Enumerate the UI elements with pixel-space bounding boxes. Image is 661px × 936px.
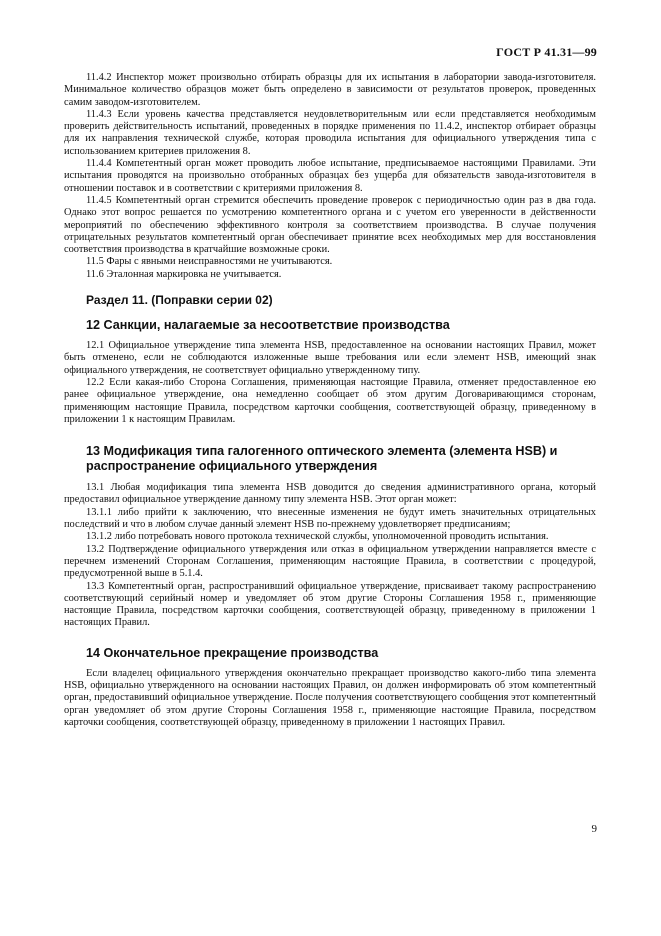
paragraph-13-2: 13.2 Подтверждение официального утверждения или отказ в официальном утверждении направляется вместе с перечнем изменений Сторонам Соглашения, применяющим настоящие Правила, в соответствии с процедурой, предусмотренной выше в 5.1.4. — [64, 543, 596, 580]
paragraph-11-6: 11.6 Эталонная маркировка не учитывается. — [86, 268, 282, 280]
section-14-heading: 14 Окончательное прекращение производства — [86, 645, 379, 660]
paragraph-13-1-1: 13.1.1 либо прийти к заключению, что внесенные изменения не будут иметь значительных отрицательных последствий и что в любом случае данный элемент HSB по-прежнему удовлетворяет предписаниям; — [64, 506, 596, 531]
paragraph-11-5: 11.5 Фары с явными неисправностями не учитываются. — [86, 256, 333, 268]
paragraph-14: Если владелец официального утверждения окончательно прекращает производство какого-либо типа элемента HSB, официально утвержденного на основании настоящих Правил, он должен информировать об этом компетентный орган, предоставивший официальное утверждение. После получения соответствующего сообщения этот компетентный орган уведомляет об этом другие Стороны Соглашения 1958 г., применяющие настоящие Правила, посредством карточки сообщения, соответствующей образцу, приведенному в приложении 1 настоящих Правил. — [64, 667, 596, 728]
paragraph-13-1: 13.1 Любая модификация типа элемента HSB доводится до сведения административного органа, который предоставил официальное утверждение данному типу элемента HSB. Этот орган может: — [64, 482, 596, 506]
section-12-heading: 12 Санкции, налагаемые за несоответствие производства — [86, 318, 450, 333]
paragraph-11-4-3: 11.4.3 Если уровень качества представляется неудовлетворительным или если представляется необходимым проверить действительность испытаний, проведенных в порядке применения по 11.4.2, инспектор отбирает образцы для их направления технической службе, которая проводила испытания для официального утверждения типа с использованием критериев приложения 8. — [64, 108, 596, 157]
section-11-amendments-heading: Раздел 11. (Поправки серии 02) — [86, 293, 273, 308]
paragraph-13-1-2: 13.1.2 либо потребовать нового протокола технической службы, уполномоченной проводить испытания. — [86, 531, 549, 543]
paragraph-11-4-2: 11.4.2 Инспектор может произвольно отбирать образцы для их испытания в лаборатории завода-изготовителя. Минимальное количество образцов может быть определено в зависимости от результатов проверок, проведенных самим заводом-изготовителем. — [64, 72, 596, 108]
paragraph-13-3: 13.3 Компетентный орган, распространивший официальное утверждение, присваивает такому распространению соответствующий серийный номер и уведомляет об этом другие Стороны Соглашения 1958 г., применяющие настоящие Правила, посредством карточки сообщения, соответствующей образцу, приведенному в приложении 1 настоящих Правил. — [64, 580, 596, 629]
page-number: 9 — [591, 823, 597, 835]
section-13-heading-line2: распространение официального утверждения — [86, 459, 378, 474]
page-content — [64, 72, 596, 729]
section-13-heading — [86, 444, 596, 474]
paragraph-12-1: 12.1 Официальное утверждение типа элемента HSB, предоставленное на основании настоящих Правил, может быть отменено, если не соблюдаются изложенные выше требования или если элемент HSB, имеющий знак официального утверждения, не соответствует официально утвержденному типу. — [64, 340, 596, 376]
document-code-header: ГОСТ Р 41.31—99 — [496, 45, 597, 59]
paragraph-11-4-4: 11.4.4 Компетентный орган может проводить любое испытание, предписываемое настоящими Правилами. Эти испытания проводятся на произвольно отобранных образцах без ущерба для обязательств завода-изготовителя в отношении поставок и в соответствии с критериями приложения 8. — [64, 158, 596, 194]
paragraph-12-2: 12.2 Если какая-либо Сторона Соглашения, применяющая настоящие Правила, отменяет предоставленное ею ранее официальное утверждение, она немедленно сообщает об этом другим Договаривающимся сторонам, применяющим настоящие Правила, посредством карточки сообщения, соответствующей образцу, приведенному в приложении 1 к настоящим Правилам. — [64, 376, 596, 425]
paragraph-11-4-5: 11.4.5 Компетентный орган стремится обеспечить проведение проверок с периодичностью один раз в два года. Однако этот вопрос решается по усмотрению компетентного органа и с учетом его уверенности в действенности мероприятий по обеспечению эффективного контроля за соответствием производства. В случае получения отрицательных результатов компетентный орган обеспечивает принятие всех необходимых мер для восстановления соответствия производства в кратчайшие возможные сроки. — [64, 194, 596, 256]
section-13-heading-line1: 13 Модификация типа галогенного оптического элемента (элемента HSB) и — [86, 444, 558, 459]
